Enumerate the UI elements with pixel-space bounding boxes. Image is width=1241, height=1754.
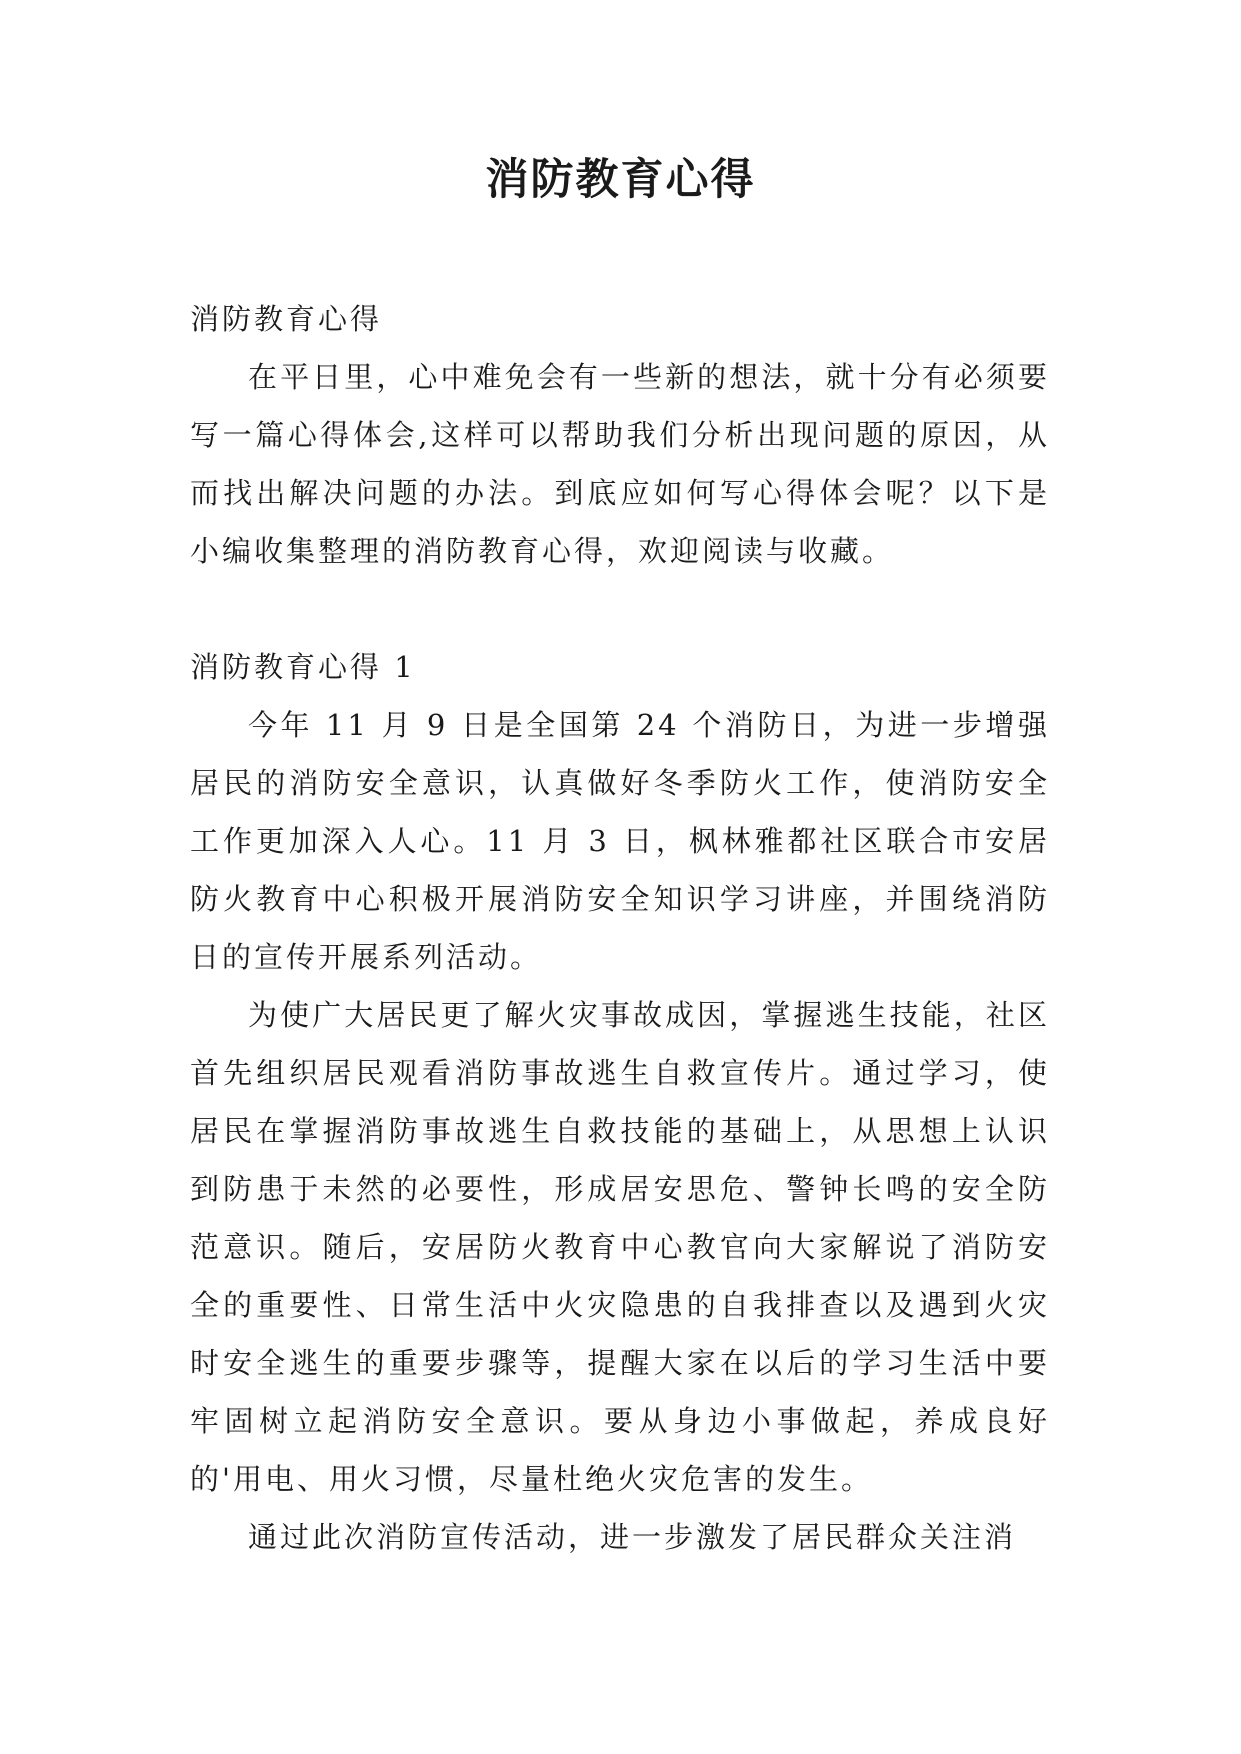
section-paragraph: 通过此次消防宣传活动，进一步激发了居民群众关注消: [248, 1520, 1017, 1554]
section-heading: 消防教育心得 1: [190, 650, 416, 684]
paragraph-spacer: [190, 580, 1050, 638]
document-title: 消防教育心得: [485, 155, 756, 205]
intro-paragraph: 在平日里，心中难免会有一些新的想法，就十分有必须要写一篇心得体会,这样可以帮助我们分析出现问题的原因，从而找出解决问题的办法。到底应如何写心得体会呢？以下是小编收集整理的消防教育心得，欢迎阅读与收藏。: [190, 360, 1050, 568]
section-paragraph: 今年 11 月 9 日是全国第 24 个消防日，为进一步增强居民的消防安全意识，认真做好冬季防火工作，使消防安全工作更加深入人心。11 月 3 日，枫林雅都社区联合市安居防火教育中心积极开展消防安全知识学习讲座，并围绕消防日的宣传开展系列活动。: [190, 708, 1050, 974]
subtitle: 消防教育心得: [190, 302, 383, 336]
document-body: [190, 290, 1050, 1566]
section-paragraph: 为使广大居民更了解火灾事故成因，掌握逃生技能，社区首先组织居民观看消防事故逃生自救宣传片。通过学习，使居民在掌握消防事故逃生自救技能的基础上，从思想上认识到防患于未然的必要性，形成居安思危、警钟长鸣的安全防范意识。随后，安居防火教育中心教官向大家解说了消防安全的重要性、日常生活中火灾隐患的自我排查以及遇到火灾时安全逃生的重要步骤等，提醒大家在以后的学习生活中要牢固树立起消防安全意识。要从身边小事做起，养成良好的'用电、用火习惯，尽量杜绝火灾危害的发生。: [190, 998, 1050, 1496]
